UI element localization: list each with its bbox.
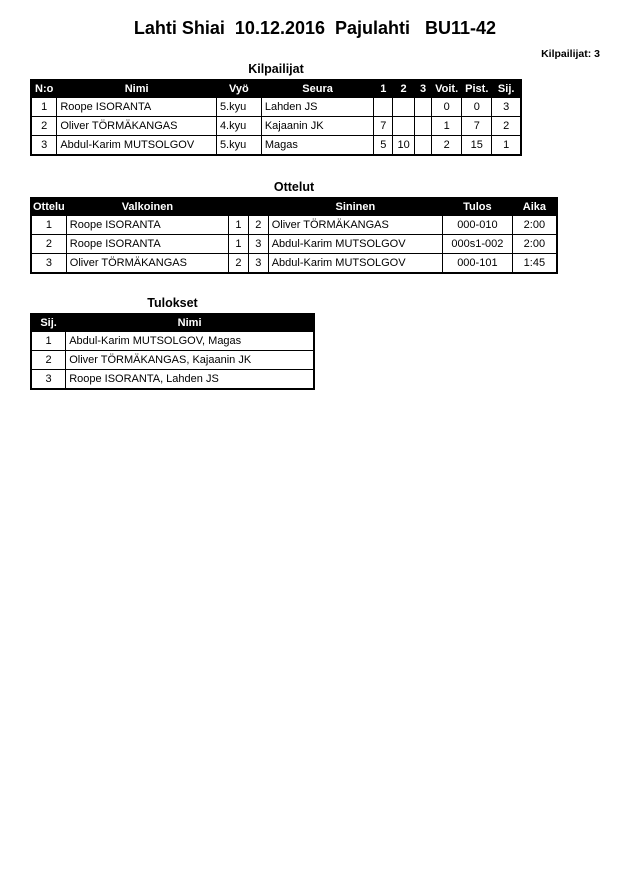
- cell-seura: Kajaanin JK: [261, 117, 374, 136]
- cell-score-1: 5: [374, 136, 393, 156]
- cell-voit: 1: [432, 117, 462, 136]
- cell-ottelu: 3: [31, 254, 66, 274]
- cell-seura: Magas: [261, 136, 374, 156]
- cell-score-3: [414, 98, 431, 117]
- header-spacer: [248, 198, 268, 216]
- cell-vyo: 5.kyu: [216, 98, 261, 117]
- cell-ottelu: 1: [31, 216, 66, 235]
- ottelut-row: [31, 235, 557, 254]
- cell-sininen: Abdul-Karim MUTSOLGOV: [268, 254, 442, 274]
- kilpailijat-table: [30, 79, 522, 156]
- cell-score-3: [414, 136, 431, 156]
- cell-score-3: [414, 117, 431, 136]
- section-ottelut: [30, 180, 558, 274]
- header-sij: Sij.: [492, 80, 521, 98]
- header-spacer: [228, 198, 248, 216]
- header-no: N:o: [31, 80, 57, 98]
- cell-nimi: Abdul-Karim MUTSOLGOV: [57, 136, 217, 156]
- cell-voit: 2: [432, 136, 462, 156]
- cell-sij: 3: [492, 98, 521, 117]
- cell-tulos: 000s1-002: [443, 235, 513, 254]
- header-vyo: Vyö: [216, 80, 261, 98]
- header-sij: Sij.: [31, 314, 66, 332]
- cell-valkoinen-no: 1: [228, 235, 248, 254]
- cell-aika: 1:45: [512, 254, 557, 274]
- kilpailijat-row: [31, 136, 521, 156]
- header-pist: Pist.: [462, 80, 492, 98]
- cell-nimi: Oliver TÖRMÄKANGAS, Kajaanin JK: [66, 351, 314, 370]
- cell-valkoinen: Oliver TÖRMÄKANGAS: [66, 254, 228, 274]
- tulokset-row: [31, 370, 314, 390]
- header-nimi: Nimi: [57, 80, 217, 98]
- cell-score-2: [393, 98, 415, 117]
- section-title-kilpailijat: Kilpailijat: [248, 62, 304, 76]
- ottelut-header-row: [31, 198, 557, 216]
- cell-sininen-no: 3: [248, 254, 268, 274]
- ottelut-table: [30, 197, 558, 274]
- cell-nimi: Roope ISORANTA: [57, 98, 217, 117]
- section-title-tulokset: Tulokset: [147, 296, 198, 310]
- cell-pist: 0: [462, 98, 492, 117]
- cell-voit: 0: [432, 98, 462, 117]
- header-nimi: Nimi: [66, 314, 314, 332]
- header-score-1: 1: [374, 80, 393, 98]
- cell-nimi: Abdul-Karim MUTSOLGOV, Magas: [66, 332, 314, 351]
- cell-tulos: 000-010: [443, 216, 513, 235]
- cell-sij: 2: [492, 117, 521, 136]
- cell-seura: Lahden JS: [261, 98, 374, 117]
- header-seura: Seura: [261, 80, 374, 98]
- header-ottelu: Ottelu: [31, 198, 66, 216]
- cell-nimi: Roope ISORANTA, Lahden JS: [66, 370, 314, 390]
- cell-no: 2: [31, 117, 57, 136]
- cell-sininen: Oliver TÖRMÄKANGAS: [268, 216, 442, 235]
- header-sininen: Sininen: [268, 198, 442, 216]
- header-aika: Aika: [512, 198, 557, 216]
- cell-score-2: [393, 117, 415, 136]
- section-title-ottelut: Ottelut: [273, 180, 315, 194]
- cell-sij: 1: [492, 136, 521, 156]
- cell-sij: 3: [31, 370, 66, 390]
- cell-aika: 2:00: [512, 235, 557, 254]
- header-voit: Voit.: [432, 80, 462, 98]
- tulokset-header-row: [31, 314, 314, 332]
- section-tulokset: [30, 296, 315, 390]
- cell-nimi: Oliver TÖRMÄKANGAS: [57, 117, 217, 136]
- cell-score-1: [374, 98, 393, 117]
- header-valkoinen: Valkoinen: [66, 198, 228, 216]
- cell-score-1: 7: [374, 117, 393, 136]
- cell-ottelu: 2: [31, 235, 66, 254]
- cell-valkoinen: Roope ISORANTA: [66, 235, 228, 254]
- cell-aika: 2:00: [512, 216, 557, 235]
- ottelut-row: [31, 254, 557, 274]
- page-title: Lahti Shiai 10.12.2016 Pajulahti BU11-42: [133, 18, 497, 38]
- cell-no: 1: [31, 98, 57, 117]
- cell-pist: 7: [462, 117, 492, 136]
- cell-sij: 1: [31, 332, 66, 351]
- tulokset-row: [31, 332, 314, 351]
- cell-tulos: 000-101: [443, 254, 513, 274]
- cell-valkoinen-no: 1: [228, 216, 248, 235]
- tulokset-row: [31, 351, 314, 370]
- kilpailijat-header-row: [31, 80, 521, 98]
- cell-valkoinen: Roope ISORANTA: [66, 216, 228, 235]
- header-score-3: 3: [414, 80, 431, 98]
- kilpailijat-row: [31, 98, 521, 117]
- cell-vyo: 4.kyu: [216, 117, 261, 136]
- header-tulos: Tulos: [443, 198, 513, 216]
- cell-sininen-no: 3: [248, 235, 268, 254]
- cell-no: 3: [31, 136, 57, 156]
- cell-sininen: Abdul-Karim MUTSOLGOV: [268, 235, 442, 254]
- cell-sij: 2: [31, 351, 66, 370]
- cell-vyo: 5.kyu: [216, 136, 261, 156]
- competitors-count: Kilpailijat: 3: [541, 48, 600, 60]
- cell-valkoinen-no: 2: [228, 254, 248, 274]
- tulokset-table: [30, 313, 315, 390]
- cell-sininen-no: 2: [248, 216, 268, 235]
- header-score-2: 2: [393, 80, 415, 98]
- kilpailijat-row: [31, 117, 521, 136]
- section-kilpailijat: [30, 62, 522, 156]
- cell-score-2: 10: [393, 136, 415, 156]
- ottelut-row: [31, 216, 557, 235]
- cell-pist: 15: [462, 136, 492, 156]
